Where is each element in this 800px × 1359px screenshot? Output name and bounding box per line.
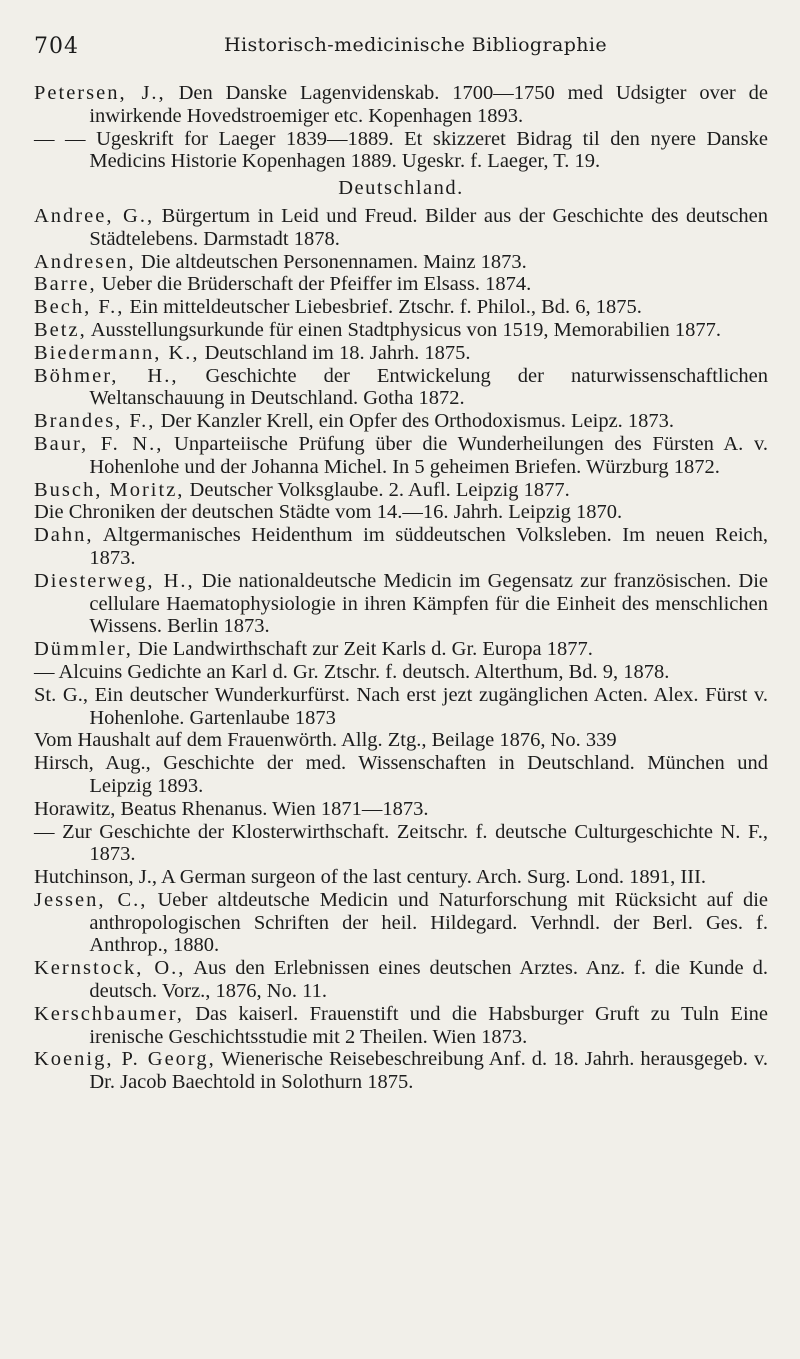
entry-text: Geschichte der Entwickelung der naturwissenschaftlichen Weltanschauung in Deutschland. Gotha 1872. (89, 364, 768, 410)
page-number: 704 (34, 34, 79, 59)
bibliography-entry (34, 957, 768, 1003)
entry-author: Dahn, (34, 524, 94, 547)
entry-text: Unparteiische Prüfung über die Wunderheilungen des Fürsten A. v. Hohenlohe und der Johanna Michel. In 5 geheimen Briefen. Würzburg 1872. (89, 432, 768, 478)
entry-text: Hutchinson, J., A German surgeon of the last century. Arch. Surg. Lond. 1891, III. (34, 866, 707, 889)
entry-text: Ueber die Brüderschaft der Pfeiffer im Elsass. 1874. (96, 273, 532, 296)
bibliography-entry (34, 365, 768, 411)
entry-text: Bürgertum in Leid und Freud. Bilder aus der Geschichte des deutschen Städtelebens. Darmstadt 1878. (89, 204, 768, 250)
entry-text: Deutschland im 18. Jahrh. 1875. (199, 341, 471, 364)
entry-author: Koenig, P. Georg, (34, 1048, 216, 1071)
bibliography-entry (34, 342, 768, 365)
bibliography (34, 82, 768, 1094)
entry-text: Ein mitteldeutscher Liebesbrief. Ztschr. f. Philol., Bd. 6, 1875. (124, 296, 642, 319)
bibliography-entry (34, 866, 768, 889)
entry-text: Alcuins Gedichte an Karl d. Gr. Ztschr. f. deutsch. Alterthum, Bd. 9, 1878. (54, 660, 670, 683)
entry-author: Barre, (34, 273, 97, 296)
bibliography-entry (34, 661, 768, 684)
bibliography-entry (34, 273, 768, 296)
entry-text: Der Kanzler Krell, ein Opfer des Orthodoxismus. Leipz. 1873. (155, 410, 675, 433)
entry-author: Bech, F., (34, 296, 125, 319)
entry-text: Zur Geschichte der Klosterwirthschaft. Zeitschr. f. deutsche Culturgeschichte N. F., 1873. (54, 820, 768, 866)
bibliography-entry (34, 251, 768, 274)
entry-author: Brandes, F., (34, 410, 156, 433)
entry-text: Altgermanisches Heidenthum im süddeutschen Volksleben. Im neuen Reich, 1873. (89, 524, 768, 569)
page-header (34, 28, 768, 68)
entry-text: Die nationaldeutsche Medicin im Gegensatz zur französischen. Die cellulare Haematophysiologie in ihren Kämpfen für die Einheit des menschlichen Wissens. Berlin 1873. (89, 569, 768, 638)
entry-text: Horawitz, Beatus Rhenanus. Wien 1871—1873. (34, 797, 429, 820)
entry-author: Andree, G., (34, 204, 155, 227)
entry-author: Dümmler, (34, 638, 133, 661)
bibliography-entry (34, 684, 768, 730)
entry-text: Das kaiserl. Frauenstift und die Habsburger Gruft zu Tuln Eine irenische Geschichtsstudie mit 2 Theilen. Wien 1873. (89, 1002, 768, 1048)
entry-author: Diesterweg, H., (34, 569, 195, 592)
bibliography-entry (34, 128, 768, 174)
bibliography-entry (34, 752, 768, 798)
bibliography-entry (34, 1003, 768, 1049)
bibliography-entry (34, 410, 768, 433)
bibliography-entry (34, 433, 768, 479)
entry-text: Wienerische Reisebeschreibung Anf. d. 18. Jahrh. herausgegeb. v. Dr. Jacob Baechtold in Solothurn 1875. (89, 1048, 768, 1094)
entry-author: Andresen, (34, 250, 136, 273)
entry-text: Den Danske Lagenvidenskab. 1700—1750 med Udsigter over de inwirkende Hovedstroemiger etc. Kopenhagen 1893. (89, 82, 768, 127)
section-heading: Deutschland. (338, 177, 464, 200)
entry-author: Kernstock, O., (34, 957, 186, 980)
bibliography-entry (34, 638, 768, 661)
bibliography-entry (34, 501, 768, 524)
entry-text: Ausstellungsurkunde für einen Stadtphysicus von 1519, Memorabilien 1877. (86, 318, 721, 341)
bibliography-entry (34, 1048, 768, 1094)
running-head: Historisch-medicinische Bibliographie (224, 34, 608, 56)
entry-text: Ugeskrift for Laeger 1839—1889. Et skizzeret Bidrag til den nyere Danske Medicins Historie Kopenhagen 1889. Ugeskr. f. Laeger, T. 19. (85, 127, 768, 173)
entry-text: Die Chroniken der deutschen Städte vom 14.—16. Jahrh. Leipzig 1870. (34, 501, 623, 524)
bibliography-entry (34, 479, 768, 502)
entry-text: Ueber altdeutsche Medicin und Naturforschung mit Rücksicht auf die anthropologischen Schriften der heil. Hildegard. Verhndl. der Berl. Ges. f. Anthrop., 1880. (89, 888, 768, 957)
entry-text: Aus den Erlebnissen eines deutschen Arztes. Anz. f. die Kunde d. deutsch. Vorz., 1876, No. 11. (89, 957, 768, 1003)
entry-author: Kerschbaumer, (34, 1002, 184, 1025)
entry-text: Deutscher Volksglaube. 2. Aufl. Leipzig 1877. (184, 478, 570, 501)
entry-author: Böhmer, H., (34, 364, 179, 387)
entry-author: Betz, (34, 318, 87, 341)
entry-author: — — (34, 127, 86, 150)
bibliography-entry (34, 729, 768, 752)
entry-author: Petersen, J., (34, 82, 166, 104)
bibliography-entry (34, 205, 768, 251)
entry-author: Busch, Moritz, (34, 478, 185, 501)
entry-text: Hirsch, Aug., Geschichte der med. Wissenschaften in Deutschland. München und Leipzig 1893. (34, 752, 768, 797)
entry-text: Vom Haushalt auf dem Frauenwörth. Allg. Ztg., Beilage 1876, No. 339 (34, 729, 617, 752)
bibliography-entry (34, 319, 768, 342)
entry-author: Jessen, C., (34, 888, 148, 911)
bibliography-entry (34, 570, 768, 638)
entry-text: St. G., Ein deutscher Wunderkurfürst. Nach erst jezt zugänglichen Acten. Alex. Fürst v. Hohenlohe. Gartenlaube 1873 (34, 683, 768, 729)
bibliography-entry (34, 798, 768, 821)
entry-text: Die Landwirthschaft zur Zeit Karls d. Gr. Europa 1877. (132, 638, 593, 661)
entry-text: Die altdeutschen Personennamen. Mainz 1873. (135, 250, 527, 273)
entry-author: Baur, F. N., (34, 432, 164, 455)
entry-author: — (34, 660, 55, 683)
bibliography-entry (34, 296, 768, 319)
entry-author: — (34, 820, 55, 843)
bibliography-entry (34, 821, 768, 867)
bibliography-entry (34, 524, 768, 570)
bibliography-entry (34, 82, 768, 128)
bibliography-entry (34, 889, 768, 957)
entry-author: Biedermann, K., (34, 341, 200, 364)
